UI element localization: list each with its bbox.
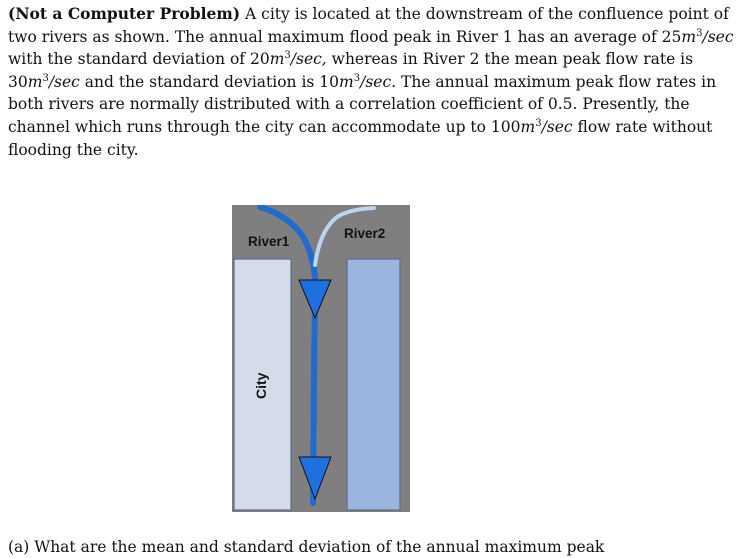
unit-5-tail: /sec	[541, 117, 573, 136]
unit-2-tail: /sec,	[290, 50, 327, 69]
river-diagram	[232, 205, 410, 512]
unit-5-exp: 3	[535, 117, 542, 129]
city-label: City	[253, 372, 269, 399]
unit-4-exp: 3	[353, 72, 361, 84]
river2-label: River2	[344, 226, 386, 241]
problem-heading: (Not a Computer Problem)	[8, 4, 241, 23]
river1-label: River1	[248, 234, 290, 249]
unit-2-exp: 3	[284, 50, 291, 62]
river-confluence-figure	[232, 205, 410, 512]
unit-1-exp: 3	[696, 27, 703, 39]
unit-3-tail: /sec	[48, 72, 80, 91]
unit-4-tail: /sec.	[360, 72, 397, 91]
problem-text-2: with the standard deviation of 20	[8, 50, 270, 69]
unit-1-tail: /sec	[702, 27, 734, 46]
unit-2: m	[269, 50, 285, 69]
problem-text-5: The annual maximum peak flow rates in both rivers are normally distributed with a correlation coefficient of 0.5. Presently, the channel which runs through the city can accommodate up to 100	[8, 72, 717, 136]
right-bank-block	[347, 259, 400, 510]
unit-1: m	[681, 27, 697, 46]
unit-4: m	[339, 72, 354, 91]
problem-text-4: and the standard deviation is 10	[79, 72, 340, 91]
unit-3: m	[27, 72, 43, 91]
unit-5: m	[520, 117, 536, 136]
problem-text-3: whereas in River 2 the mean peak flow rate is 30	[8, 50, 694, 91]
unit-3-exp: 3	[42, 72, 49, 84]
question-a: (a) What are the mean and standard deviation of the annual maximum peak	[8, 538, 605, 556]
problem-text-1: A city is located at the downstream of the confluence point of two rivers as shown. The annual maximum flood peak in River 1 has an average of 25	[8, 5, 729, 46]
problem-text-6: flow rate without flooding the city.	[8, 117, 713, 159]
problem-statement	[8, 3, 743, 161]
